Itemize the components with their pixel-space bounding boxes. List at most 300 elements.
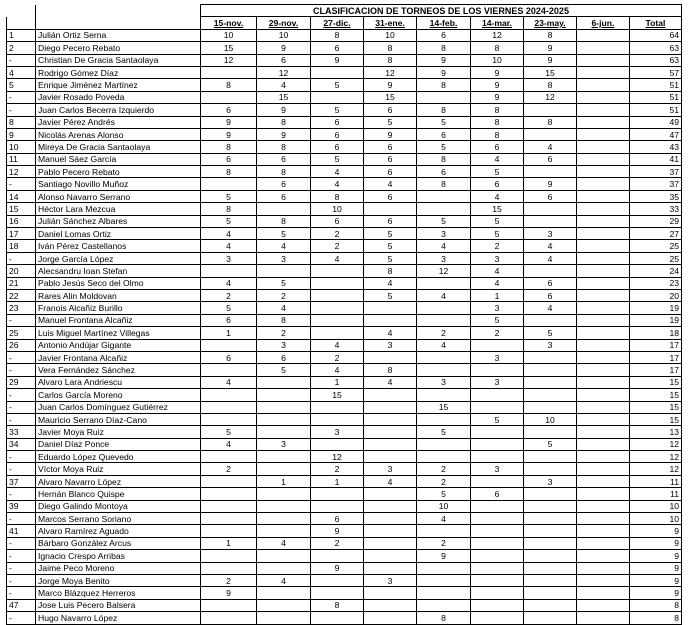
score-cell: 6 (257, 190, 311, 202)
score-cell (524, 587, 577, 599)
total-cell: 33 (630, 203, 682, 215)
total-cell: 23 (630, 277, 682, 289)
score-cell: 3 (257, 252, 311, 264)
score-cell: 6 (471, 488, 524, 500)
score-cell (577, 128, 630, 140)
score-cell: 8 (201, 141, 257, 153)
score-cell (524, 513, 577, 525)
score-cell (471, 525, 524, 537)
score-cell: 9 (201, 116, 257, 128)
score-cell (417, 314, 471, 326)
total-cell: 51 (630, 91, 682, 103)
position-cell: 37 (7, 475, 36, 487)
score-cell (524, 537, 577, 549)
player-name-cell: Mauricio Serrano Díaz-Cano (36, 413, 201, 425)
score-cell: 5 (257, 364, 311, 376)
score-cell: 15 (257, 91, 311, 103)
score-cell: 4 (524, 302, 577, 314)
score-cell (364, 550, 417, 562)
table-row (7, 463, 682, 475)
score-cell (364, 426, 417, 438)
position-cell: - (7, 401, 36, 413)
score-cell (524, 612, 577, 624)
score-cell: 5 (201, 215, 257, 227)
score-cell (471, 475, 524, 487)
total-cell: 37 (630, 166, 682, 178)
score-cell (577, 488, 630, 500)
score-cell: 5 (364, 289, 417, 301)
score-cell: 8 (417, 178, 471, 190)
player-name-cell: Manuel Sáez García (36, 153, 201, 165)
score-cell: 6 (364, 141, 417, 153)
score-cell (417, 525, 471, 537)
player-name-cell: Javier Moya Ruiz (36, 426, 201, 438)
player-name-cell: Alvaro Ramírez Aguado (36, 525, 201, 537)
score-cell (417, 574, 471, 586)
total-cell: 20 (630, 289, 682, 301)
position-cell: - (7, 351, 36, 363)
score-cell: 9 (417, 550, 471, 562)
total-cell: 12 (630, 438, 682, 450)
score-cell (417, 277, 471, 289)
player-name-cell: Enrique Jiménez Martínez (36, 79, 201, 91)
total-cell: 9 (630, 574, 682, 586)
table-row (7, 79, 682, 91)
score-cell (311, 327, 364, 339)
score-cell (201, 500, 257, 512)
score-cell: 5 (417, 426, 471, 438)
table-row (7, 364, 682, 376)
score-cell: 2 (471, 327, 524, 339)
score-cell (257, 599, 311, 611)
table-row (7, 104, 682, 116)
position-cell: - (7, 463, 36, 475)
player-name-cell: Rares Alin Moldovan (36, 289, 201, 301)
total-cell: 15 (630, 401, 682, 413)
score-cell: 15 (364, 91, 417, 103)
score-cell (577, 550, 630, 562)
total-cell: 10 (630, 513, 682, 525)
score-cell: 9 (311, 525, 364, 537)
player-name-cell: Pablo Pecero Rebato (36, 166, 201, 178)
score-cell: 4 (364, 327, 417, 339)
score-cell: 6 (311, 42, 364, 54)
score-cell (364, 314, 417, 326)
score-cell: 4 (471, 190, 524, 202)
score-cell: 6 (311, 215, 364, 227)
table-row (7, 438, 682, 450)
total-cell: 47 (630, 128, 682, 140)
score-cell: 6 (471, 141, 524, 153)
score-cell: 9 (417, 54, 471, 66)
position-cell: - (7, 587, 36, 599)
score-cell: 9 (471, 91, 524, 103)
score-cell (201, 525, 257, 537)
position-cell: - (7, 104, 36, 116)
table-row (7, 376, 682, 388)
score-cell: 3 (257, 438, 311, 450)
score-cell: 15 (311, 389, 364, 401)
score-cell: 4 (524, 240, 577, 252)
score-cell (311, 91, 364, 103)
score-cell (257, 463, 311, 475)
total-cell: 11 (630, 488, 682, 500)
player-name-cell: Diego Galindo Montoya (36, 500, 201, 512)
score-cell: 6 (417, 166, 471, 178)
table-row (7, 327, 682, 339)
total-cell: 19 (630, 314, 682, 326)
player-name-cell: Javier Rosado Poveda (36, 91, 201, 103)
score-cell: 1 (257, 475, 311, 487)
score-cell: 9 (257, 42, 311, 54)
score-cell (311, 500, 364, 512)
total-cell: 57 (630, 66, 682, 78)
total-cell: 9 (630, 537, 682, 549)
score-cell (257, 451, 311, 463)
player-name-cell: Javier Pérez Andrés (36, 116, 201, 128)
score-cell: 2 (201, 574, 257, 586)
blank-cell (7, 17, 36, 29)
score-cell: 2 (257, 327, 311, 339)
player-name-cell: Marcos Serrano Soriano (36, 513, 201, 525)
score-cell: 8 (471, 104, 524, 116)
score-cell (257, 426, 311, 438)
score-cell (577, 587, 630, 599)
score-cell (524, 550, 577, 562)
score-cell (201, 599, 257, 611)
player-name-cell: Santiago Novillo Muñoz (36, 178, 201, 190)
position-cell: - (7, 513, 36, 525)
score-cell (577, 438, 630, 450)
table-row (7, 153, 682, 165)
position-cell: 20 (7, 265, 36, 277)
score-cell (524, 364, 577, 376)
position-cell: 11 (7, 153, 36, 165)
score-cell (524, 376, 577, 388)
score-cell (577, 314, 630, 326)
score-cell (417, 364, 471, 376)
table-row (7, 550, 682, 562)
score-cell: 8 (524, 79, 577, 91)
total-cell: 17 (630, 351, 682, 363)
position-cell: 25 (7, 327, 36, 339)
score-cell (577, 574, 630, 586)
player-name-cell: Julián Sánchez Albares (36, 215, 201, 227)
score-cell: 3 (524, 475, 577, 487)
score-cell: 4 (257, 79, 311, 91)
score-cell: 2 (311, 463, 364, 475)
score-cell (201, 562, 257, 574)
blank-cell (36, 17, 201, 29)
table-row (7, 91, 682, 103)
total-cell: 10 (630, 500, 682, 512)
score-cell (257, 413, 311, 425)
table-row (7, 277, 682, 289)
total-cell: 25 (630, 252, 682, 264)
score-cell: 4 (524, 252, 577, 264)
score-cell (417, 190, 471, 202)
score-cell (257, 488, 311, 500)
table-row (7, 240, 682, 252)
player-name-cell: Héctor Lara Mezcua (36, 203, 201, 215)
blank-cell (7, 5, 36, 17)
total-cell: 19 (630, 302, 682, 314)
player-name-cell: Alonso Navarro Serrano (36, 190, 201, 202)
score-cell: 6 (311, 128, 364, 140)
score-cell (364, 562, 417, 574)
score-cell: 3 (257, 339, 311, 351)
score-cell: 8 (257, 314, 311, 326)
total-cell: 41 (630, 153, 682, 165)
table-row (7, 178, 682, 190)
score-cell: 5 (417, 488, 471, 500)
score-cell: 5 (417, 116, 471, 128)
position-cell: 39 (7, 500, 36, 512)
score-cell (364, 302, 417, 314)
score-cell: 10 (364, 29, 417, 41)
position-cell: - (7, 550, 36, 562)
position-cell: - (7, 178, 36, 190)
total-cell: 13 (630, 426, 682, 438)
player-name-cell: Ignacio Crespo Arribas (36, 550, 201, 562)
score-cell (471, 550, 524, 562)
score-cell: 6 (417, 128, 471, 140)
score-cell (364, 438, 417, 450)
score-cell (364, 587, 417, 599)
total-cell: 8 (630, 612, 682, 624)
position-cell: - (7, 562, 36, 574)
score-cell (257, 401, 311, 413)
score-cell: 9 (257, 104, 311, 116)
score-cell: 4 (257, 537, 311, 549)
total-cell: 11 (630, 475, 682, 487)
score-cell: 3 (201, 252, 257, 264)
score-cell: 1 (201, 537, 257, 549)
score-cell (201, 488, 257, 500)
score-cell: 6 (364, 190, 417, 202)
score-cell: 1 (311, 475, 364, 487)
score-cell: 12 (471, 29, 524, 41)
score-cell: 6 (311, 513, 364, 525)
player-name-cell: Jorge García López (36, 252, 201, 264)
score-cell (201, 389, 257, 401)
score-cell (364, 488, 417, 500)
total-cell: 24 (630, 265, 682, 277)
score-cell (577, 153, 630, 165)
score-cell: 4 (364, 475, 417, 487)
score-cell (471, 364, 524, 376)
score-cell (201, 364, 257, 376)
score-cell: 2 (311, 537, 364, 549)
player-name-cell: Juan Carlos Domínguez Gutiérrez (36, 401, 201, 413)
score-cell: 8 (257, 215, 311, 227)
score-cell (311, 438, 364, 450)
position-cell: - (7, 451, 36, 463)
position-cell: 15 (7, 203, 36, 215)
score-cell: 9 (524, 178, 577, 190)
score-cell (524, 166, 577, 178)
score-cell (311, 277, 364, 289)
score-cell (577, 513, 630, 525)
score-cell (471, 426, 524, 438)
score-cell: 8 (417, 153, 471, 165)
score-cell (524, 451, 577, 463)
total-cell: 17 (630, 339, 682, 351)
score-cell (311, 550, 364, 562)
table-row (7, 228, 682, 240)
score-cell: 12 (524, 91, 577, 103)
score-cell: 10 (311, 203, 364, 215)
table-row (7, 203, 682, 215)
score-cell: 10 (257, 29, 311, 41)
score-cell: 8 (417, 104, 471, 116)
table-row (7, 426, 682, 438)
score-cell (364, 413, 417, 425)
score-cell (417, 562, 471, 574)
score-cell (577, 302, 630, 314)
score-cell (201, 178, 257, 190)
score-cell (524, 265, 577, 277)
total-cell: 27 (630, 228, 682, 240)
score-cell: 8 (201, 203, 257, 215)
score-cell: 5 (524, 438, 577, 450)
table-row (7, 413, 682, 425)
score-cell: 9 (364, 79, 417, 91)
total-cell: 12 (630, 463, 682, 475)
score-cell (311, 488, 364, 500)
score-cell (577, 612, 630, 624)
score-cell (577, 79, 630, 91)
position-cell: 12 (7, 166, 36, 178)
score-cell: 2 (417, 475, 471, 487)
score-cell (257, 265, 311, 277)
title-row (7, 5, 682, 17)
score-cell (471, 438, 524, 450)
score-cell: 4 (201, 277, 257, 289)
score-cell (364, 401, 417, 413)
score-cell: 5 (311, 79, 364, 91)
score-cell (577, 327, 630, 339)
score-cell (364, 537, 417, 549)
score-cell: 5 (364, 116, 417, 128)
score-cell: 3 (364, 463, 417, 475)
score-cell: 12 (364, 66, 417, 78)
total-cell: 15 (630, 376, 682, 388)
score-cell: 4 (257, 302, 311, 314)
score-cell: 3 (524, 339, 577, 351)
column-header-date: 27-dic. (311, 17, 364, 29)
score-cell (577, 426, 630, 438)
column-header-date: 6-jun. (577, 17, 630, 29)
score-cell: 4 (524, 141, 577, 153)
column-header-date: 31-ene. (364, 17, 417, 29)
score-cell (524, 314, 577, 326)
score-cell: 3 (471, 351, 524, 363)
score-cell: 4 (364, 178, 417, 190)
score-cell (471, 587, 524, 599)
score-cell: 2 (311, 351, 364, 363)
position-cell: 1 (7, 29, 36, 41)
score-cell: 3 (417, 252, 471, 264)
table-row (7, 451, 682, 463)
score-cell: 9 (201, 587, 257, 599)
table-row (7, 314, 682, 326)
total-cell: 18 (630, 327, 682, 339)
player-name-cell: Vera Fernández Sánchez (36, 364, 201, 376)
table-row (7, 513, 682, 525)
score-cell (524, 128, 577, 140)
score-cell: 6 (364, 104, 417, 116)
score-cell: 6 (257, 351, 311, 363)
score-cell: 12 (311, 451, 364, 463)
player-name-cell: Mireya De Gracia Santaolaya (36, 141, 201, 153)
score-cell (417, 203, 471, 215)
score-cell (524, 525, 577, 537)
score-cell (311, 612, 364, 624)
total-cell: 63 (630, 54, 682, 66)
total-cell: 63 (630, 42, 682, 54)
player-name-cell: Víctor Moya Ruiz (36, 463, 201, 475)
table-row (7, 587, 682, 599)
score-cell: 6 (311, 141, 364, 153)
score-cell: 12 (417, 265, 471, 277)
score-cell: 3 (471, 302, 524, 314)
score-cell: 3 (311, 426, 364, 438)
score-cell: 8 (201, 79, 257, 91)
score-cell: 2 (471, 240, 524, 252)
player-name-cell: Pablo Jesús Seco del Olmo (36, 277, 201, 289)
score-cell (524, 488, 577, 500)
table-row (7, 599, 682, 611)
position-cell: - (7, 574, 36, 586)
score-cell (471, 401, 524, 413)
table-row (7, 351, 682, 363)
score-cell (577, 141, 630, 153)
score-cell: 5 (311, 104, 364, 116)
total-cell: 29 (630, 215, 682, 227)
score-cell: 8 (524, 29, 577, 41)
score-cell (257, 389, 311, 401)
score-cell (364, 513, 417, 525)
score-cell (577, 203, 630, 215)
score-cell (311, 302, 364, 314)
score-cell: 4 (257, 574, 311, 586)
score-cell: 6 (257, 153, 311, 165)
score-cell: 8 (417, 79, 471, 91)
score-cell (311, 574, 364, 586)
position-cell: 16 (7, 215, 36, 227)
score-cell (364, 525, 417, 537)
score-cell: 4 (201, 228, 257, 240)
player-name-cell: Eduardo López Quevedo (36, 451, 201, 463)
total-cell: 37 (630, 178, 682, 190)
score-cell (471, 562, 524, 574)
score-cell (524, 104, 577, 116)
score-cell (577, 215, 630, 227)
score-cell (201, 339, 257, 351)
score-cell: 6 (201, 104, 257, 116)
score-cell (364, 500, 417, 512)
score-cell: 8 (364, 54, 417, 66)
score-cell (257, 587, 311, 599)
score-cell (577, 265, 630, 277)
score-cell (257, 525, 311, 537)
position-cell: 34 (7, 438, 36, 450)
score-cell: 9 (471, 79, 524, 91)
player-name-cell: Jose Luis Pecero Balsera (36, 599, 201, 611)
score-cell (577, 500, 630, 512)
score-cell: 6 (524, 277, 577, 289)
